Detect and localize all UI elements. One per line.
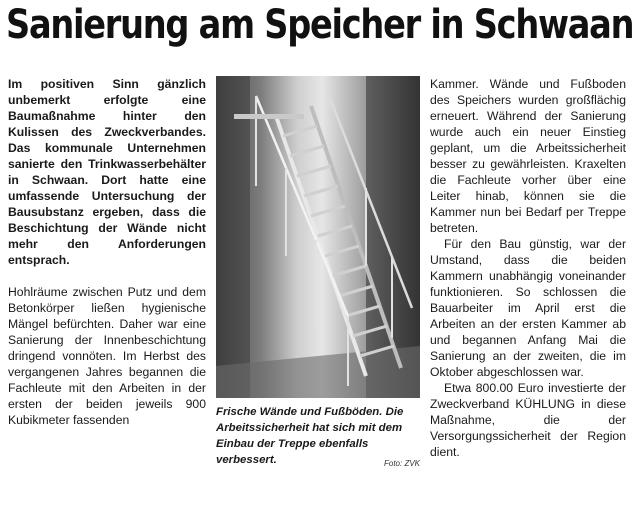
staircase-photo <box>216 76 420 398</box>
article-column-right <box>430 76 626 460</box>
article-paragraph: Kammer. Wände und Fußboden des Speichers wurden großflächig erneuert. Während der Sanierung wurde auch ein neuer Einstieg geplant, um die Arbeitssicherheit besser zu gewährleisten. Kraxelten die Fachleute vorher über eine Leiter hinab, können sie die Kammer nun bei Bedarf per Treppe betreten. <box>430 77 626 235</box>
photo-caption: Frische Wände und Fußböden. Die Arbeitssicherheit hat sich mit dem Einbau der Treppe ebenfalls verbessert. <box>216 406 404 466</box>
article-column-left <box>8 76 206 428</box>
photo-credit: Foto: ZVK <box>383 459 420 468</box>
staircase-illustration <box>216 76 420 398</box>
article-paragraph: Für den Bau günstig, war der Umstand, dass die beiden Kammern unabhängig voneinander funktionieren. So schlossen die Bauarbeiter im April erst die Arbeiten an der ersten Kammer ab und begannen Anfang Mai die Sanierung an der zweiten, die im Oktober abgeschlossen war. <box>430 237 626 379</box>
article-paragraph: Hohlräume zwischen Putz und dem Betonkörper ließen hygienische Mängel befürchten. Daher war eine Sanierung der Innenbeschichtung dringend vonnöten. Im Herbst des vergangenen Jahres begannen die Fachleute mit den Arbeiten in der ersten der beiden jeweils 900 Kubikmeter fassenden <box>8 285 206 427</box>
article-paragraph: Etwa 800.00 Euro investierte der Zweckverband KÜHLUNG in diese Maßnahme, die der Versorgungssicherheit der Region dient. <box>430 381 626 459</box>
article-headline: Sanierung am Speicher in Schwaan <box>6 2 634 48</box>
article-lead: Im positiven Sinn gänzlich unbemerkt erfolgte eine Baumaßnahme hinter den Kulissen des Zweckverbandes. Das kommunale Unternehmen sanierte den Trinkwasserbehälter in Schwaan. Dort hatte eine umfassende Untersuchung der Bausubstanz ergeben, dass die Beschichtung der Wände nicht mehr den Anforderungen entsprach. <box>8 77 206 267</box>
